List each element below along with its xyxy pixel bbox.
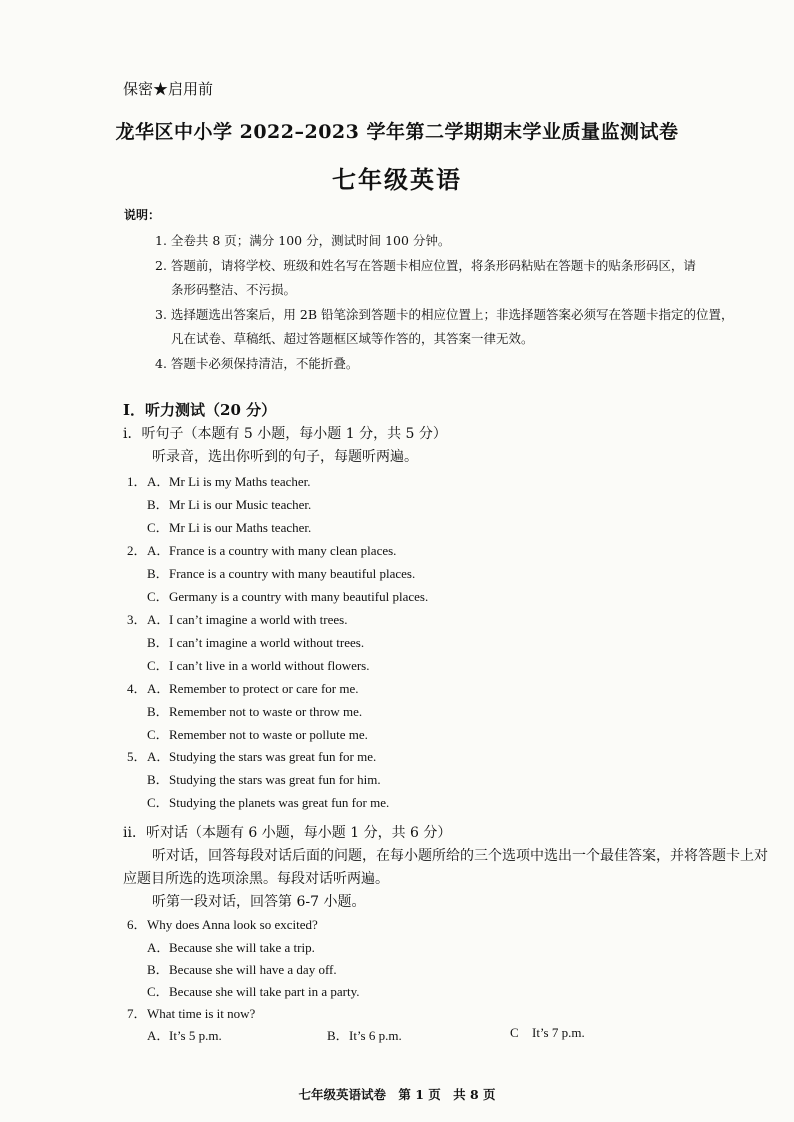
question-number: 3．: [127, 612, 147, 627]
instruction-item: 3. 选择题选出答案后，用 2B 铅笔涂到答题卡的相应位置上；非选择题答案必须写在答题卡指定的位置，: [155, 307, 734, 322]
question-number: 5．: [127, 749, 147, 764]
option-b: B．Mr Li is our Music teacher.: [147, 497, 312, 512]
part2-direction: 听对话，回答每段对话后面的问题，在每小题所给的三个选项中选出一个最佳答案，并将答题卡上对: [152, 848, 768, 864]
option-a: A．Remember to protect or care for me.: [147, 681, 359, 696]
option-a: A．Mr Li is my Maths teacher.: [147, 474, 311, 489]
option-a: A．France is a country with many clean places.: [147, 543, 397, 558]
question-stem: 7．What time is it now?: [127, 1006, 256, 1021]
instruction-item: 凡在试卷、草稿纸、超过答题框区域等作答的，其答案一律无效。: [171, 331, 534, 346]
part2-direction: 应题目所选的选项涂黑。每段对话听两遍。: [123, 871, 389, 887]
option-b: B．Because she will have a day off.: [147, 962, 337, 977]
question-number: 1．: [127, 474, 147, 489]
footer-total: 共 8 页: [453, 1087, 496, 1102]
part1-direction: 听录音，选出你听到的句子，每题听两遍。: [152, 449, 418, 465]
part1-title: i．听句子（本题有 5 小题，每小题 1 分，共 5 分）: [123, 426, 447, 442]
option-c: C It’s 7 p.m.: [510, 1025, 585, 1040]
option-b: B．Remember not to waste or throw me.: [147, 704, 363, 719]
option-a: A．I can’t imagine a world with trees.: [147, 612, 348, 627]
option-b: B．I can’t imagine a world without trees.: [147, 635, 365, 650]
option-c: C．Studying the planets was great fun for me.: [147, 795, 390, 810]
page-footer: [0, 1085, 794, 1103]
footer-page: 第 1 页: [398, 1087, 441, 1102]
exam-subtitle: 七年级英语: [332, 165, 462, 194]
instruction-item: 1. 全卷共 8 页；满分 100 分，测试时间 100 分钟。: [155, 233, 451, 248]
instruction-item: 4. 答题卡必须保持清洁，不能折叠。: [155, 356, 359, 371]
part2-direction: 听第一段对话，回答第 6-7 小题。: [152, 894, 366, 910]
option-b: B．It’s 6 p.m.: [327, 1028, 402, 1043]
question-number: 4．: [127, 681, 147, 696]
instruction-item: 条形码整洁、不污损。: [171, 282, 297, 297]
option-a: A．Studying the stars was great fun for me.: [147, 749, 377, 764]
option-c: C．I can’t live in a world without flowers.: [147, 658, 370, 673]
option-a: A．Because she will take a trip.: [147, 940, 315, 955]
confidential-mark: 保密★启用前: [123, 80, 214, 98]
instructions-label: 说明：: [124, 208, 161, 222]
instruction-item: 2. 答题前，请将学校、班级和姓名写在答题卡相应位置，将条形码粘贴在答题卡的贴条形码区，请: [155, 258, 696, 273]
option-c: C．Germany is a country with many beautiful places.: [147, 589, 429, 604]
question-number: 2．: [127, 543, 147, 558]
option-c: C．Because she will take part in a party.: [147, 984, 360, 999]
option-b: B．France is a country with many beautiful places.: [147, 566, 416, 581]
option-b: B．Studying the stars was great fun for him.: [147, 772, 381, 787]
section-title: Ⅰ．听力测试（20 分）: [123, 401, 277, 419]
footer-exam-name: 七年级英语试卷: [298, 1087, 386, 1102]
option-c: C．Mr Li is our Maths teacher.: [147, 520, 312, 535]
question-stem: 6．Why does Anna look so excited?: [127, 917, 318, 932]
option-a: A．It’s 5 p.m.: [147, 1028, 222, 1043]
part2-title: ii．听对话（本题有 6 小题，每小题 1 分，共 6 分）: [123, 825, 452, 841]
option-c: C．Remember not to waste or pollute me.: [147, 727, 368, 742]
exam-title: 龙华区中小学 2022–2023 学年第二学期期末学业质量监测试卷: [115, 121, 679, 143]
